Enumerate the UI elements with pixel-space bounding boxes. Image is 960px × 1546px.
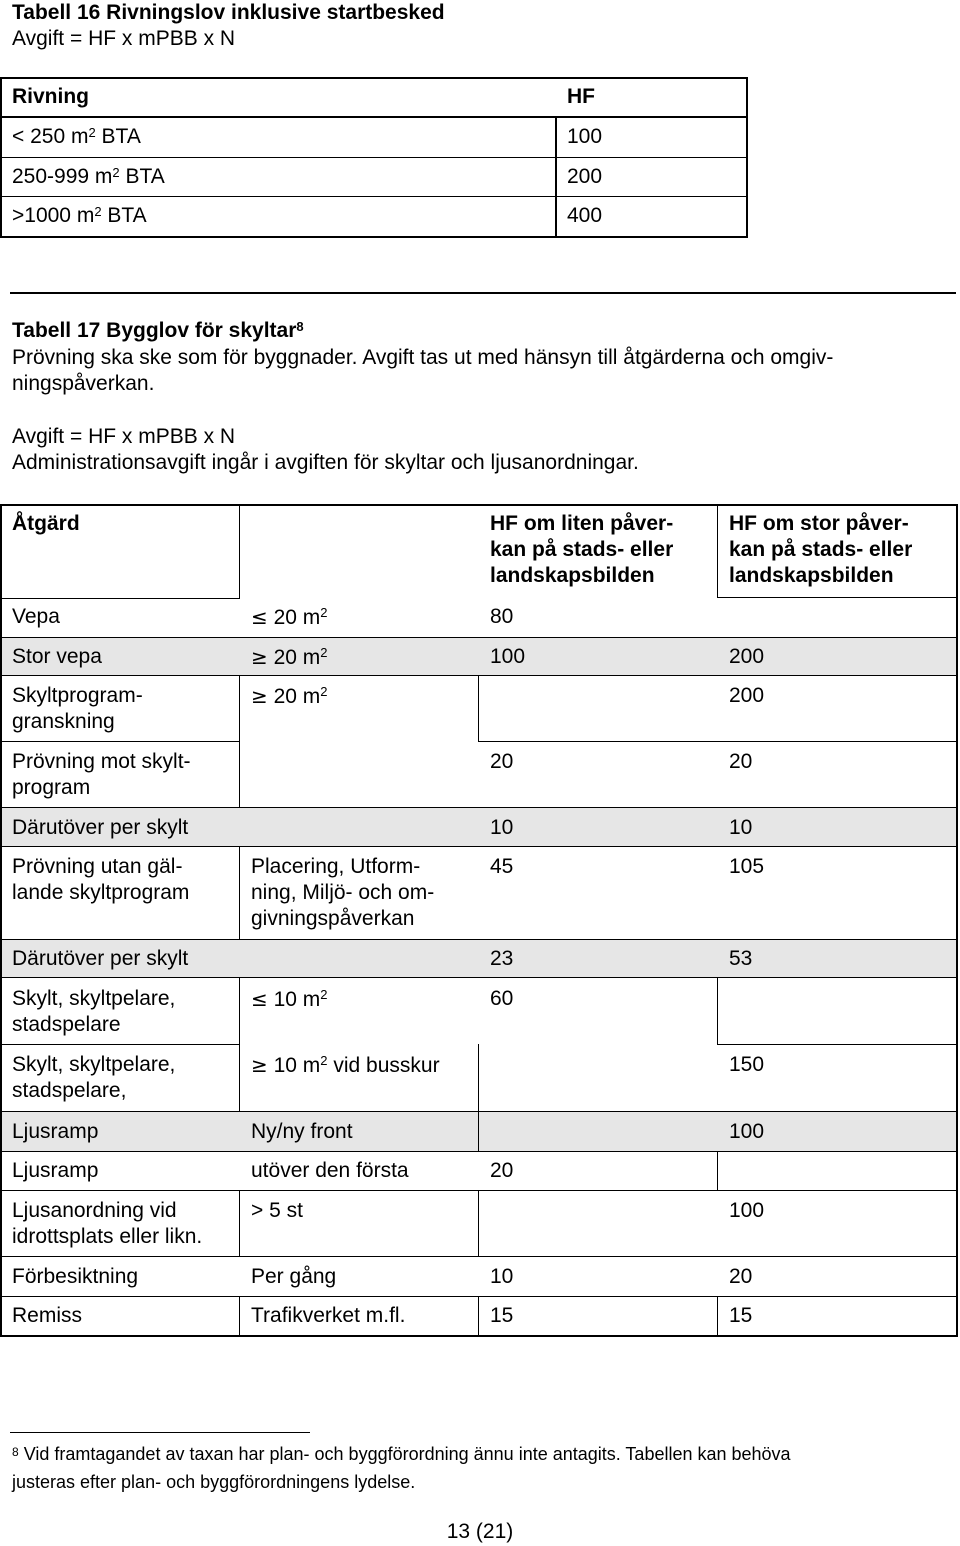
table17-header-stor-line-3: landskapsbilden <box>729 564 894 587</box>
table17-header-stor-line-1: HF om stor påver- <box>729 512 909 535</box>
table-row-skylt-small-label-line-2: stadspelare <box>12 1013 121 1036</box>
table-row-provning-utan-label-line-2: lande skyltprogram <box>12 881 190 904</box>
table-row-ljusanordning-stor: 100 <box>729 1199 765 1222</box>
table-row-stor-vepa-size: ≥ 20 $m^2$ <box>251 645 328 669</box>
table-row-darutover-1-liten: 10 <box>490 816 514 839</box>
table-row-remiss-criteria: Trafikverket m.fl. <box>251 1304 406 1327</box>
table-row-provning-utan-criteria-line-1: Placering, Utform- <box>251 855 421 878</box>
table-row-skylt-large-stor: 150 <box>729 1053 765 1076</box>
table-row-skyltprogram-size: ≥ 20 $m^2$ <box>251 684 328 708</box>
table17-description-line-1: Prövning ska ske som för byggnader. Avgift tas ut med hänsyn till åtgärderna och omgiv- <box>12 346 834 369</box>
table-row-provning-utan-stor: 105 <box>729 855 765 878</box>
table-row-forbesiktning-criteria: Per gång <box>251 1265 337 1288</box>
table17-title: Tabell 17 Bygglov för skyltar$^8$ <box>12 319 304 342</box>
table-row-provning-utan-criteria-line-3: givningspåverkan <box>251 907 415 930</box>
table-row-ljusanordning-label-line-2: idrottsplats eller likn. <box>12 1225 203 1248</box>
table16-row-3-area: >1000 $m^2$ BTA <box>12 204 147 227</box>
table17-header-liten-line-3: landskapsbilden <box>490 564 655 587</box>
table16-row-2-hf: 200 <box>567 165 603 188</box>
table-row-ljusramp-2-liten: 20 <box>490 1159 514 1182</box>
table17-description-line-2: ningspåverkan. <box>12 372 155 395</box>
table-row-provning-utan-label-line-1: Prövning utan gäl- <box>12 855 183 878</box>
footnote-line-1: Vid framtagandet av taxan har plan- och byggförordning ännu inte antagits. Tabellen kan behöva <box>18 1444 791 1464</box>
table-row-ljusanordning-label-line-1: Ljusanordning vid <box>12 1199 177 1222</box>
table-row-darutover-2-liten: 23 <box>490 947 514 970</box>
table-row-remiss-liten: 15 <box>490 1304 514 1327</box>
table17-header-liten-line-2: kan på stads- eller <box>490 538 674 561</box>
table-row-skylt-small-size: ≤ 10 $m^2$ <box>251 987 328 1011</box>
table17-header-liten-line-1: HF om liten påver- <box>490 512 674 535</box>
table-row-provning-utan-liten: 45 <box>490 855 514 878</box>
table-row-vepa-size: ≤ 20 $m^2$ <box>251 605 328 629</box>
table-row-provning-mot-label-line-1: Prövning mot skylt- <box>12 750 191 773</box>
table-row-ljusramp-1-criteria: Ny/ny front <box>251 1120 353 1143</box>
section-divider <box>10 292 956 294</box>
table-row-stor-vepa-stor: 200 <box>729 645 765 668</box>
table-row-ljusanordning-criteria: > 5 st <box>251 1199 303 1222</box>
footnote-number: 8 <box>12 1445 19 1459</box>
footnote-ref: 8 <box>296 319 304 334</box>
table-row-ljusramp-1-label: Ljusramp <box>12 1120 99 1143</box>
table-row-vepa-label: Vepa <box>12 605 60 628</box>
table-row-skylt-small-label-line-1: Skylt, skyltpelare, <box>12 987 176 1010</box>
table-row-provning-mot-liten: 20 <box>490 750 514 773</box>
table-row-forbesiktning-liten: 10 <box>490 1265 514 1288</box>
table-row-provning-mot-stor: 20 <box>729 750 753 773</box>
table-row-ljusramp-2-label: Ljusramp <box>12 1159 99 1182</box>
table17-formula: Avgift = HF x mPBB x N <box>12 425 236 448</box>
table-row-darutover-1-stor: 10 <box>729 816 753 839</box>
table-row-stor-vepa-label: Stor vepa <box>12 645 102 668</box>
footnote-line-2: justeras efter plan- och byggförordningens lydelse. <box>12 1472 416 1492</box>
table16-row-1-area: < 250 $m^2$ BTA <box>12 125 141 148</box>
page-number: 13 (21) <box>446 1520 514 1543</box>
table16-formula: Avgift = HF x mPBB x N <box>12 27 236 50</box>
table16-header-rivning: Rivning <box>12 85 89 108</box>
table-row-skyltprogram-label-line-1: Skyltprogram- <box>12 684 143 707</box>
footnote-separator <box>10 1432 310 1433</box>
table17-header-stor-line-2: kan på stads- eller <box>729 538 913 561</box>
table-row-stor-vepa-liten: 100 <box>490 645 526 668</box>
table-row-remiss-stor: 15 <box>729 1304 753 1327</box>
table-row-forbesiktning-label: Förbesiktning <box>12 1265 139 1288</box>
table-row-skylt-large-size: ≥ 10 $m^2$ vid busskur <box>251 1053 440 1077</box>
table-row-provning-utan-criteria-line-2: ning, Miljö- och om- <box>251 881 435 904</box>
table16-row-2-area: 250-999 $m^2$ BTA <box>12 165 165 188</box>
table17-header-atgard: Åtgärd <box>12 512 80 535</box>
table-row-provning-mot-label-line-2: program <box>12 776 91 799</box>
table-row-skylt-large-label-line-1: Skylt, skyltpelare, <box>12 1053 176 1076</box>
table-row-ljusramp-2-criteria: utöver den första <box>251 1159 409 1182</box>
table-row-skylt-small-liten: 60 <box>490 987 514 1010</box>
table16-row-3-hf: 400 <box>567 204 603 227</box>
table16-title: Tabell 16 Rivningslov inklusive startbesked <box>12 1 445 24</box>
table-row-remiss-label: Remiss <box>12 1304 83 1327</box>
table16-row-1-hf: 100 <box>567 125 603 148</box>
table-row-skyltprogram-label-line-2: granskning <box>12 710 115 733</box>
table-row-skylt-large-label-line-2: stadspelare, <box>12 1079 127 1102</box>
table-row-ljusramp-1-stor: 100 <box>729 1120 765 1143</box>
table-row-darutover-2-stor: 53 <box>729 947 753 970</box>
table16-header-hf: HF <box>567 85 595 108</box>
table-row-darutover-1-label: Därutöver per skylt <box>12 816 189 839</box>
table17-admin-note: Administrationsavgift ingår i avgiften för skyltar och ljusanordningar. <box>12 451 639 474</box>
table-row-skyltprogram-stor: 200 <box>729 684 765 707</box>
table-row-darutover-2-label: Därutöver per skylt <box>12 947 189 970</box>
footnote <box>12 1442 791 1466</box>
table-row-forbesiktning-stor: 20 <box>729 1265 753 1288</box>
table-row-vepa-liten: 80 <box>490 605 514 628</box>
